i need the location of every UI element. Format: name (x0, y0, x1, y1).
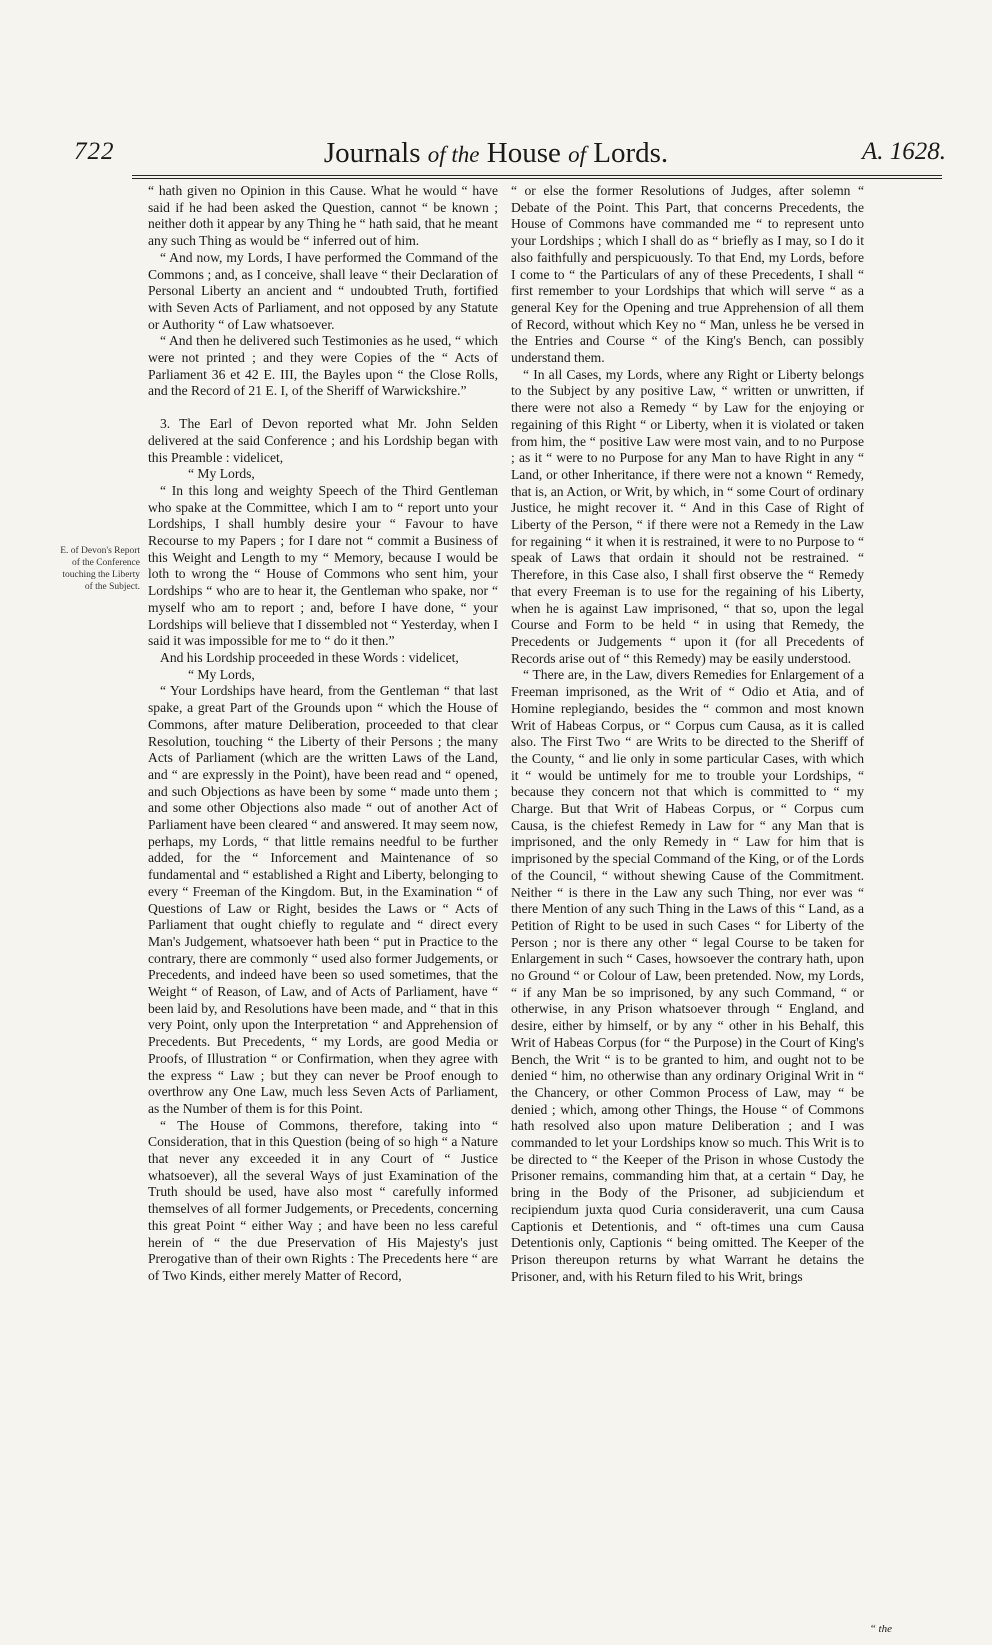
title-journals: Journals (323, 137, 421, 169)
paragraph: “ The House of Commons, therefore, taking into “ Consideration, that in this Question (being of so high “ a Nature that never any exceeded it in any Court of “ Justice whatsoever), all the several Ways of just Examination of the Truth should be used, have also most “ carefully informed themselves of all former Judgements, or Precedents, concerning this great Point “ either Way ; and have been no less careful herein of “ the due Preservation of His Majesty's just Prerogative than of their own Rights : The Precedents here “ are of Two Kinds, either merely Matter of Record, (148, 1117, 498, 1283)
title-house: House (486, 137, 561, 169)
catchword: “ the (869, 1623, 892, 1635)
right-column (511, 183, 864, 1623)
paragraph: “ And now, my Lords, I have performed the Command of the Commons ; and, as I conceive, shall leave “ their Declaration of Personal Liberty an ancient and “ undoubted Truth, fortified with Seven Acts of Parliament, and not opposed by any Statute or Authority “ of Law whatsoever. (148, 249, 498, 332)
title-of-the: of the (427, 142, 480, 167)
paragraph: “ There are, in the Law, divers Remedies for Enlargement of a Freeman imprisoned, as the Writ of “ Odio et Atia, and of Homine replegiando, besides the “ common and most known Writ of Habeas Corpus, or “ Corpus cum Causa, as it is called also. The First Two “ are Writs to be directed to the Sheriff of the County, “ and lie only in some particular Cases, with which it “ would be untimely for me to trouble your Lordships, “ because they concern not that which is committed to “ my Charge. But that Writ of Habeas Corpus, or “ Corpus cum Causa, is the chiefest Remedy in Law for “ any Man that is imprisoned, and the only Remedy in “ Law for him that is imprisoned by the special Command of the King, or of the Lords of the Council, “ without shewing Cause of the Commitment. Neither “ is there in the Law any such Thing, nor ever was “ there Mention of any such Thing in the Laws of this “ Land, as a Petition of Right to be used in such Cases “ for Liberty of the Person ; nor is there any other “ legal Course to be taken for Enlargement in such “ Cases, howsoever the contrary hath, upon no Ground “ or Colour of Law, been pretended. Now, my Lords, “ if any Man be so imprisoned, by any such Command, “ or otherwise, in any Prison whatsoever through “ England, and desire, either by himself, or by any “ other in his Behalf, this Writ of Habeas Corpus (for “ the Purpose) in the Court of King's Bench, the Writ “ is to be granted to him, and ought not to be denied “ him, no otherwise than any ordinary Original Writ in “ the Chancery, or other Common Process of Law, may “ be denied ; which, among other Things, the House “ of Commons hath resolved also upon mature Deliberation ; and I was commanded to let your Lordships know so much. This Writ is to be directed to “ the Keeper of the Prison in whose Custody the Prisoner remains, commanding him that, at a certain “ Day, he bring in the Body of the Prisoner, ad subjiciendum et recipiendum juxta quod Curia consideraverit, una cum Causa Captionis et Detentionis, and “ oft-times una cum Causa Detentionis only, Captionis “ being omitted. The Keeper of the Prison thereupon returns by what Warrant he detains the Prisoner, and, with his Return filed to his Writ, brings (511, 667, 864, 1284)
paragraph: “ hath given no Opinion in this Cause. What he would “ have said if he had been asked the Question, cannot “ be known ; neither doth it appear by any Thing he “ hath said, that he meant any such Thing as would be “ inferred out of him. (148, 183, 498, 249)
paragraph: “ In all Cases, my Lords, where any Right or Liberty belongs to the Subject by any positive Law, “ written or unwritten, if there were not also a Remedy “ by Law for the enjoying or regaining of this Right “ or Liberty, when it is violated or taken from him, the “ positive Law were most vain, and to no Purpose ; as it “ were to no Purpose for any Man to have Right in any “ Land, or other Inheritance, if there were not a known “ Remedy, that is, an Action, or Writ, by which, in “ some Court of ordinary Justice, he might recover it. “ And in this Case of Right of Liberty of the Person, “ if there were not a Remedy in the Law for regaining “ it when it is restrained, it were to no Purpose to “ speak of Laws that ordain it should not be restrained. “ Therefore, in this Case also, I shall first observe the “ Remedy that every Freeman is to use for the regaining of his Liberty, when he is against Law imprisoned, “ that so, upon the legal Course and Form to be held “ in using that Remedy, the Precedents or Judgements “ upon it (for all Precedents of Records arise out of “ this Remedy) may be easily understood. (511, 366, 864, 666)
margin-note: E. of Devon's Report of the Conference touching the Liberty of the Subject. (60, 546, 140, 592)
salutation: “ My Lords, (188, 466, 255, 482)
title-of: of (568, 142, 586, 167)
header-rule-second (132, 178, 942, 179)
page-header (0, 0, 992, 180)
header-rule (132, 175, 942, 176)
paragraph: 3. The Earl of Devon reported what Mr. John Selden delivered at the said Conference ; and his Lordship began with this Preamble : videlicet, (148, 416, 498, 465)
running-title (0, 137, 992, 170)
paragraph: “ or else the former Resolutions of Judges, after solemn “ Debate of the Point. This Part, that concerns Precedents, the House of Commons have commanded me “ to represent unto your Lordships ; which I shall do as “ briefly as I may, so I do it also faithfully and perspicuously. To that End, my Lords, before I come to “ the Particulars of any of these Precedents, I shall “ first remember to your Lordships that which will serve “ as a general Key for the Opening and true Apprehension of all them of Record, without which Key no “ Man, unless he be versed in the Entries and Course “ of the King's Bench, can possibly understand them. (511, 183, 864, 366)
page-number: 722 (74, 138, 115, 165)
paragraph: “ And then he delivered such Testimonies as he used, “ which were not printed ; and they were Copies of the “ Acts of Parliament 36 et 42 E. III, the Bayles upon “ the Close Rolls, and the Record of 21 E. I, of the Sheriff of Warwickshire.” (148, 333, 498, 399)
paragraph: “ Your Lordships have heard, from the Gentleman “ that last spake, a great Part of the Grounds upon “ which the House of Commons, after mature Deliberation, proceeded to that clear Resolution, touching “ the Liberty of their Persons ; the many Acts of Parliament (which are the written Laws of the Land, and “ are expressly in the Point), have been read and “ opened, and such Objections as have been by some “ made unto them ; and some other Objections also made “ out of another Act of Parliament have been cleared “ and answered. It may seem now, perhaps, my Lords, “ that little remains needful to be further added, for the “ Inforcement and Maintenance of so fundamental and “ established a Right and Liberty, belonging to every “ Freeman of the Kingdom. But, in the Examination “ of Questions of Law or Right, besides the Laws or “ Acts of Parliament that ought chiefly to regulate and “ direct every Man's Judgement, whatsoever hath been “ put in Practice to the contrary, there are commonly “ used also former Judgements, or Precedents, and indeed have been so used sometimes, that the Weight “ of Reason, of Law, and of Acts of Parliament, have “ been laid by, and Resolutions have been made, and “ that in this very Point, only upon the Interpretation “ and Apprehension of Precedents. But Precedents, “ my Lords, are good Media or Proofs, of Illustration “ or Confirmation, when they agree with the express “ Law ; but they can never be Proof enough to overthrow any One Law, much less Seven Acts of Parliament, as the Number of them is for this Point. (148, 683, 498, 1116)
title-lords: Lords. (593, 137, 669, 169)
year-mark: A. 1628. (861, 138, 946, 165)
paragraph: “ In this long and weighty Speech of the Third Gentleman who spake at the Committee, which I am to “ report unto your Lordships, I shall humbly desire your “ Favour to have Recourse to my Papers ; for I dare not “ commit a Business of this Weight and Length to my “ Memory, because I would be loth to wrong the “ House of Commons who sent him, your Lordships “ who are to hear it, the Gentleman who spake, nor “ myself who am to report ; and, before I have done, “ your Lordships will believe that I dissembled not “ Yesterday, when I said it was impossible for me to “ do it then.” (148, 482, 498, 649)
paragraph: And his Lordship proceeded in these Words : videlicet, (160, 649, 459, 665)
left-column (148, 183, 498, 1623)
salutation: “ My Lords, (188, 666, 255, 682)
